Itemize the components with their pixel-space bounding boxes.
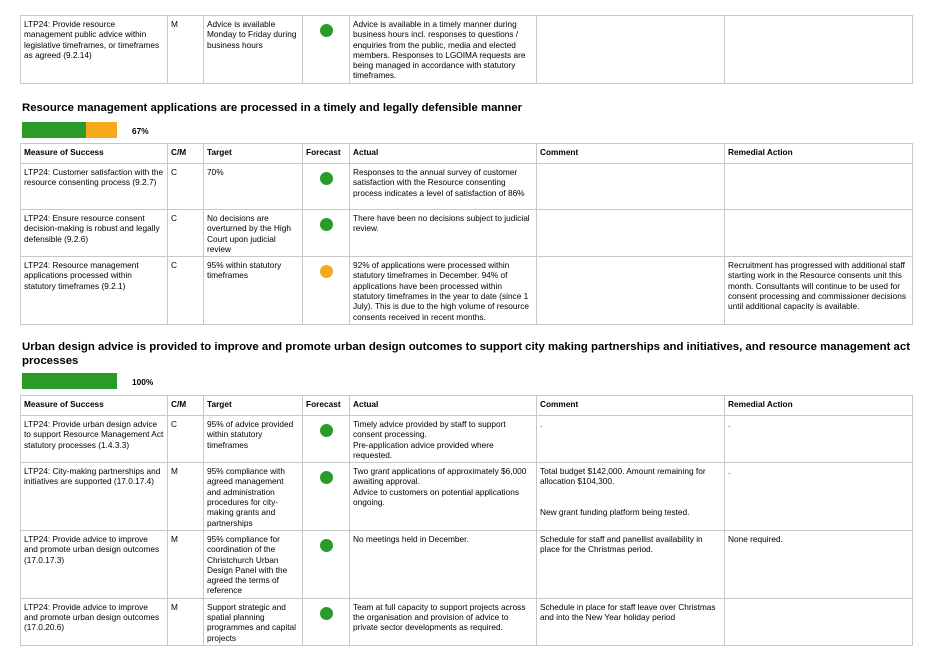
actual-cell: Timely advice provided by staff to support consent processing. Pre-application advice provided where requested. <box>350 416 537 463</box>
progress-percent-label: 100% <box>132 377 154 387</box>
comment-cell: . <box>537 416 725 463</box>
target-cell: 95% of advice provided within statutory timeframes <box>204 416 303 463</box>
forecast-cell <box>303 530 350 598</box>
measures-table-urban-design <box>20 395 913 646</box>
actual-cell: No meetings held in December. <box>350 530 537 598</box>
remedial-cell: Recruitment has progressed with additional staff starting work in the Resource consents unit this month. Consultants will continue to be used for consent processing and commissioner decisions until additional capacity is available. <box>725 257 913 325</box>
comment-cell <box>537 16 725 84</box>
forecast-cell <box>303 598 350 645</box>
progress-segment-amber <box>86 122 117 138</box>
column-header-actual: Actual <box>350 396 537 416</box>
table-row <box>21 257 913 325</box>
cm-cell: M <box>168 463 204 531</box>
remedial-cell: . <box>725 463 913 531</box>
progress-segment-green <box>22 373 117 389</box>
table-header-row <box>21 396 913 416</box>
cm-cell: M <box>168 598 204 645</box>
cm-cell: M <box>168 530 204 598</box>
progress-bar <box>22 122 117 138</box>
measure-cell: LTP24: City-making partnerships and initiatives are supported (17.0.17.4) <box>21 463 168 531</box>
section-heading-urban-design: Urban design advice is provided to improve and promote urban design outcomes to support city making partnerships and initiatives, and resource management act processes <box>22 341 911 367</box>
target-cell: No decisions are overturned by the High Court upon judicial review <box>204 210 303 257</box>
forecast-cell <box>303 210 350 257</box>
remedial-cell <box>725 164 913 210</box>
section-heading-resource-management: Resource management applications are processed in a timely and legally defensible manner <box>22 102 523 114</box>
measure-cell: LTP24: Provide urban design advice to support Resource Management Act statutory processes (1.4.3.3) <box>21 416 168 463</box>
forecast-cell <box>303 416 350 463</box>
column-header-comment: Comment <box>537 396 725 416</box>
comment-cell: Total budget $142,000. Amount remaining for allocation $104,300. New grant funding platform being tested. <box>537 463 725 531</box>
target-cell: Support strategic and spatial planning programmes and capital projects <box>204 598 303 645</box>
cm-cell: C <box>168 257 204 325</box>
forecast-status-indicator <box>320 424 333 437</box>
comment-cell <box>537 164 725 210</box>
progress-bar <box>22 373 117 389</box>
forecast-cell <box>303 16 350 84</box>
forecast-cell <box>303 257 350 325</box>
table-row <box>21 16 913 84</box>
remedial-cell <box>725 598 913 645</box>
target-cell: 95% compliance with agreed management and administration procedures for city-making grants and partnerships <box>204 463 303 531</box>
forecast-cell <box>303 463 350 531</box>
forecast-status-indicator <box>320 265 333 278</box>
measure-cell: LTP24: Ensure resource consent decision-making is robust and legally defensible (9.2.6) <box>21 210 168 257</box>
target-cell: Advice is available Monday to Friday during business hours <box>204 16 303 84</box>
cm-cell: C <box>168 164 204 210</box>
comment-cell <box>537 210 725 257</box>
column-header-remedial: Remedial Action <box>725 144 913 164</box>
actual-cell: Team at full capacity to support projects across the organisation and provision of advice to private sector developments as required. <box>350 598 537 645</box>
table-header-row <box>21 144 913 164</box>
table-row <box>21 164 913 210</box>
comment-cell <box>537 257 725 325</box>
measure-cell: LTP24: Provide resource management public advice within legislative timeframes, or timeframes as agreed (9.2.14) <box>21 16 168 84</box>
actual-cell: Responses to the annual survey of customer satisfaction with the Resource consenting process indicates a level of satisfaction of 86% <box>350 164 537 210</box>
column-header-comment: Comment <box>537 144 725 164</box>
remedial-cell <box>725 210 913 257</box>
comment-cell: Schedule for staff and panellist availability in place for the Christmas period. <box>537 530 725 598</box>
forecast-status-indicator <box>320 471 333 484</box>
column-header-target: Target <box>204 396 303 416</box>
top-measures-table <box>20 15 913 84</box>
column-header-forecast: Forecast <box>303 396 350 416</box>
actual-cell: Advice is available in a timely manner during business hours incl. responses to questions / enquiries from the public, media and elected members. Responses to LGOIMA requests are being managed in accordance with statutory timeframes. <box>350 16 537 84</box>
table-row <box>21 463 913 531</box>
table-row <box>21 530 913 598</box>
column-header-cm: C/M <box>168 396 204 416</box>
column-header-measure: Measure of Success <box>21 144 168 164</box>
cm-cell: C <box>168 210 204 257</box>
measure-cell: LTP24: Resource management applications processed within statutory timeframes (9.2.1) <box>21 257 168 325</box>
target-cell: 95% compliance for coordination of the Christchurch Urban Design Panel with the agreed the terms of reference <box>204 530 303 598</box>
measure-cell: LTP24: Customer satisfaction with the resource consenting process (9.2.7) <box>21 164 168 210</box>
remedial-cell: . <box>725 416 913 463</box>
actual-cell: There have been no decisions subject to judicial review. <box>350 210 537 257</box>
actual-cell: Two grant applications of approximately $6,000 awaiting approval. Advice to customers on potential applications ongoing. <box>350 463 537 531</box>
table-row <box>21 598 913 645</box>
table-row <box>21 416 913 463</box>
forecast-status-indicator <box>320 24 333 37</box>
forecast-status-indicator <box>320 539 333 552</box>
column-header-actual: Actual <box>350 144 537 164</box>
column-header-target: Target <box>204 144 303 164</box>
progress-segment-green <box>22 122 86 138</box>
column-header-forecast: Forecast <box>303 144 350 164</box>
forecast-status-indicator <box>320 218 333 231</box>
actual-cell: 92% of applications were processed within statutory timeframes in December. 94% of applications have been processed within statutory timeframes in the year to date (since 1 July). This is due to the high volume of resource consents received in recent months. <box>350 257 537 325</box>
column-header-cm: C/M <box>168 144 204 164</box>
cm-cell: C <box>168 416 204 463</box>
measure-cell: LTP24: Provide advice to improve and promote urban design outcomes (17.0.17.3) <box>21 530 168 598</box>
measure-cell: LTP24: Provide advice to improve and promote urban design outcomes (17.0.20.6) <box>21 598 168 645</box>
forecast-status-indicator <box>320 607 333 620</box>
target-cell: 95% within statutory timeframes <box>204 257 303 325</box>
table-row <box>21 210 913 257</box>
forecast-status-indicator <box>320 172 333 185</box>
remedial-cell: None required. <box>725 530 913 598</box>
measures-table-resource-management <box>20 143 913 325</box>
progress-percent-label: 67% <box>132 126 149 136</box>
comment-cell: Schedule in place for staff leave over Christmas and into the New Year holiday period <box>537 598 725 645</box>
column-header-remedial: Remedial Action <box>725 396 913 416</box>
remedial-cell <box>725 16 913 84</box>
target-cell: 70% <box>204 164 303 210</box>
forecast-cell <box>303 164 350 210</box>
column-header-measure: Measure of Success <box>21 396 168 416</box>
cm-cell: M <box>168 16 204 84</box>
